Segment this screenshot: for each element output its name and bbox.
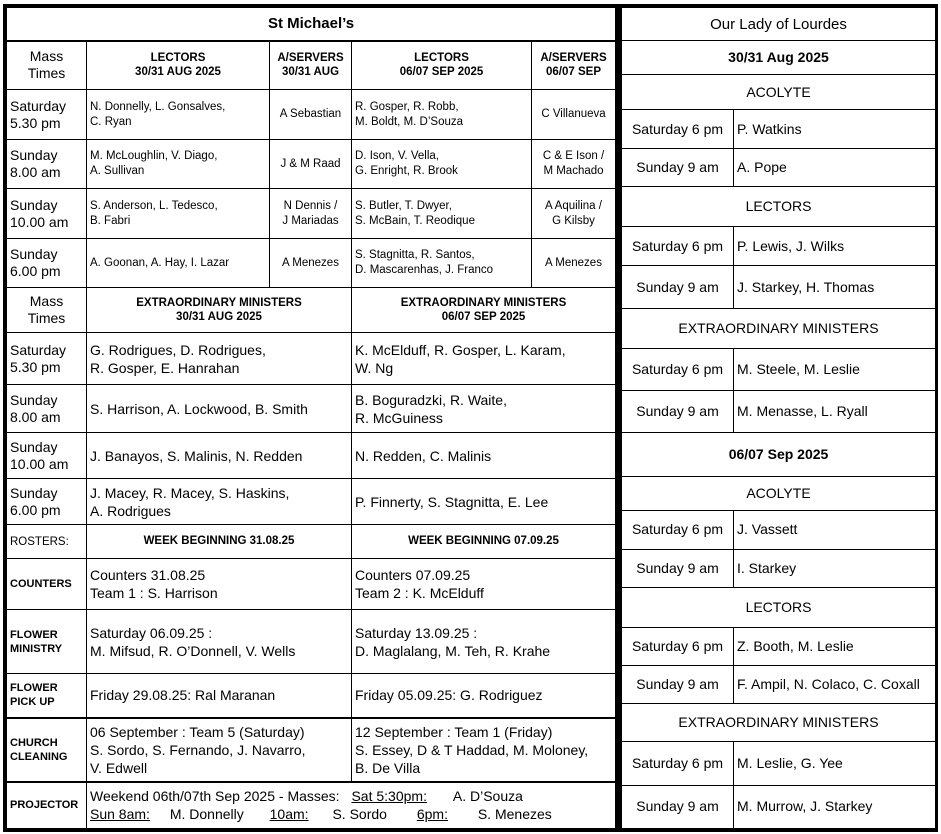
lourdes-date-aug: 30/31 Aug 2025 (622, 41, 936, 75)
lectors-sep-cell: D. Ison, V. Vella, G. Enright, R. Brook (352, 140, 532, 189)
lourdes-names: J. Starkey, H. Thomas (734, 266, 936, 309)
lourdes-time: Sunday 9 am (622, 666, 734, 704)
mass-time: Saturday 5.30 pm (7, 333, 87, 385)
em-sep-cell: N. Redden, C. Malinis (352, 433, 616, 479)
flower-pickup-label: FLOWER PICK UP (7, 674, 87, 718)
em-aug-header: EXTRAORDINARY MINISTERS 30/31 AUG 2025 (87, 288, 352, 333)
week-aug: WEEK BEGINNING 31.08.25 (87, 525, 352, 559)
lourdes-title: Our Lady of Lourdes (622, 8, 936, 41)
servers-aug-cell: A Sebastian (270, 90, 352, 140)
mass-times-header: Mass Times (7, 41, 87, 90)
em-sep-cell: P. Finnerty, S. Stagnitta, E. Lee (352, 479, 616, 525)
projector-6pm-label: 6pm: (416, 806, 448, 823)
flower-ministry-label: FLOWER MINISTRY (7, 610, 87, 674)
mass-time: Sunday 6.00 pm (7, 239, 87, 288)
servers-sep-cell: C Villanueva (532, 90, 616, 140)
em-aug-cell: J. Banayos, S. Malinis, N. Redden (87, 433, 352, 479)
lourdes-names: P. Lewis, J. Wilks (734, 227, 936, 266)
lourdes-time: Saturday 6 pm (622, 110, 734, 148)
lectors-aug-header: LECTORS 30/31 AUG 2025 (87, 41, 270, 90)
lectors-sep-cell: R. Gosper, R. Robb, M. Boldt, M. D’Souza (352, 90, 532, 140)
mass-time: Sunday 10.00 am (7, 433, 87, 479)
counters-label: COUNTERS (7, 559, 87, 610)
lourdes-time: Saturday 6 pm (622, 627, 734, 665)
servers-aug-header: A/SERVERS 30/31 AUG (270, 41, 352, 90)
mass-time: Saturday 5.30 pm (7, 90, 87, 140)
servers-sep-cell: A Aquilina / G Kilsby (532, 189, 616, 239)
lourdes-time: Sunday 9 am (622, 148, 734, 186)
section-heading: EXTRAORDINARY MINISTERS (622, 309, 936, 348)
mass-time: Sunday 6.00 pm (7, 479, 87, 525)
em-sep-header: EXTRAORDINARY MINISTERS 06/07 SEP 2025 (352, 288, 616, 333)
projector-label: PROJECTOR (7, 782, 87, 829)
projector-sun-label: Sun 8am: (90, 806, 150, 823)
lourdes-table (621, 7, 936, 829)
servers-sep-cell: C & E Ison / M Machado (532, 140, 616, 189)
section-heading: LECTORS (622, 186, 936, 226)
projector-line-2 (90, 805, 612, 823)
em-aug-cell: S. Harrison, A. Lockwood, B. Smith (87, 385, 352, 433)
servers-aug-cell: J & M Raad (270, 140, 352, 189)
servers-aug-cell: N Dennis / J Mariadas (270, 189, 352, 239)
lourdes-names: J. Vassett (734, 511, 936, 549)
lectors-aug-cell: A. Goonan, A. Hay, I. Lazar (87, 239, 270, 288)
flower-pickup-aug: Friday 29.08.25: Ral Maranan (87, 674, 352, 718)
lourdes-time: Sunday 9 am (622, 549, 734, 587)
projector-schedule (87, 782, 616, 829)
em-aug-cell: J. Macey, R. Macey, S. Haskins, A. Rodrigues (87, 479, 352, 525)
projector-10am-label: 10am: (269, 806, 309, 823)
projector-sat-name: A. D’Souza (452, 788, 523, 805)
lourdes-names: P. Watkins (734, 110, 936, 148)
flower-pickup-sep: Friday 05.09.25: G. Rodriguez (352, 674, 616, 718)
rosters-label: ROSTERS: (7, 525, 87, 559)
servers-sep-header: A/SERVERS 06/07 SEP (532, 41, 616, 90)
church-cleaning-sep: 12 September : Team 1 (Friday) S. Essey, D & T Haddad, M. Moloney, B. De Villa (352, 718, 616, 782)
lourdes-time: Sunday 9 am (622, 785, 734, 828)
projector-10am-name: S. Sordo (332, 806, 387, 823)
lectors-aug-cell: S. Anderson, L. Tedesco, B. Fabri (87, 189, 270, 239)
em-aug-cell: G. Rodrigues, D. Rodrigues, R. Gosper, E. Hanrahan (87, 333, 352, 385)
section-heading: ACOLYTE (622, 75, 936, 110)
lourdes-names: M. Murrow, J. Starkey (734, 785, 936, 828)
section-heading: ACOLYTE (622, 477, 936, 511)
lourdes-names: M. Menasse, L. Ryall (734, 390, 936, 432)
st-michaels-title: St Michael’s (7, 8, 616, 41)
section-heading: EXTRAORDINARY MINISTERS (622, 704, 936, 742)
lourdes-names: Z. Booth, M. Leslie (734, 627, 936, 665)
lourdes-time: Saturday 6 pm (622, 227, 734, 266)
lectors-aug-cell: N. Donnelly, L. Gonsalves, C. Ryan (87, 90, 270, 140)
em-sep-cell: B. Boguradzki, R. Waite, R. McGuiness (352, 385, 616, 433)
servers-sep-cell: A Menezes (532, 239, 616, 288)
lourdes-date-sep: 06/07 Sep 2025 (622, 432, 936, 476)
em-sep-cell: K. McElduff, R. Gosper, L. Karam, W. Ng (352, 333, 616, 385)
lourdes-names: M. Leslie, G. Yee (734, 742, 936, 785)
lourdes-time: Sunday 9 am (622, 266, 734, 309)
projector-line-1 (90, 787, 612, 805)
lectors-aug-cell: M. McLoughlin, V. Diago, A. Sullivan (87, 140, 270, 189)
lourdes-time: Saturday 6 pm (622, 742, 734, 785)
mass-time: Sunday 10.00 am (7, 189, 87, 239)
counters-aug: Counters 31.08.25 Team 1 : S. Harrison (87, 559, 352, 610)
lectors-sep-cell: S. Stagnitta, R. Santos, D. Mascarenhas, J. Franco (352, 239, 532, 288)
st-michaels-roster (3, 4, 618, 832)
counters-sep: Counters 07.09.25 Team 2 : K. McElduff (352, 559, 616, 610)
st-michaels-table (6, 7, 616, 829)
lourdes-names: M. Steele, M. Leslie (734, 348, 936, 390)
lourdes-time: Sunday 9 am (622, 390, 734, 432)
our-lady-of-lourdes-roster (618, 4, 938, 832)
projector-sat-label: Sat 5:30pm: (351, 788, 427, 805)
mass-times-header: Mass Times (7, 288, 87, 333)
projector-weekend: Weekend 06th/07th Sep 2025 - Masses: (90, 788, 344, 805)
mass-time: Sunday 8.00 am (7, 140, 87, 189)
lourdes-names: I. Starkey (734, 549, 936, 587)
projector-sun8-name: M. Donnelly (169, 806, 244, 823)
church-cleaning-label: CHURCH CLEANING (7, 718, 87, 782)
mass-time: Sunday 8.00 am (7, 385, 87, 433)
lourdes-time: Saturday 6 pm (622, 348, 734, 390)
projector-6pm-name: S. Menezes (477, 806, 552, 823)
flower-ministry-aug: Saturday 06.09.25 : M. Mifsud, R. O’Donnell, V. Wells (87, 610, 352, 674)
flower-ministry-sep: Saturday 13.09.25 : D. Maglalang, M. Teh, R. Krahe (352, 610, 616, 674)
lectors-sep-header: LECTORS 06/07 SEP 2025 (352, 41, 532, 90)
week-sep: WEEK BEGINNING 07.09.25 (352, 525, 616, 559)
servers-aug-cell: A Menezes (270, 239, 352, 288)
lourdes-time: Saturday 6 pm (622, 511, 734, 549)
section-heading: LECTORS (622, 587, 936, 627)
church-cleaning-aug: 06 September : Team 5 (Saturday) S. Sordo, S. Fernando, J. Navarro, V. Edwell (87, 718, 352, 782)
lectors-sep-cell: S. Butler, T. Dwyer, S. McBain, T. Reodique (352, 189, 532, 239)
lourdes-names: F. Ampil, N. Colaco, C. Coxall (734, 666, 936, 704)
lourdes-names: A. Pope (734, 148, 936, 186)
